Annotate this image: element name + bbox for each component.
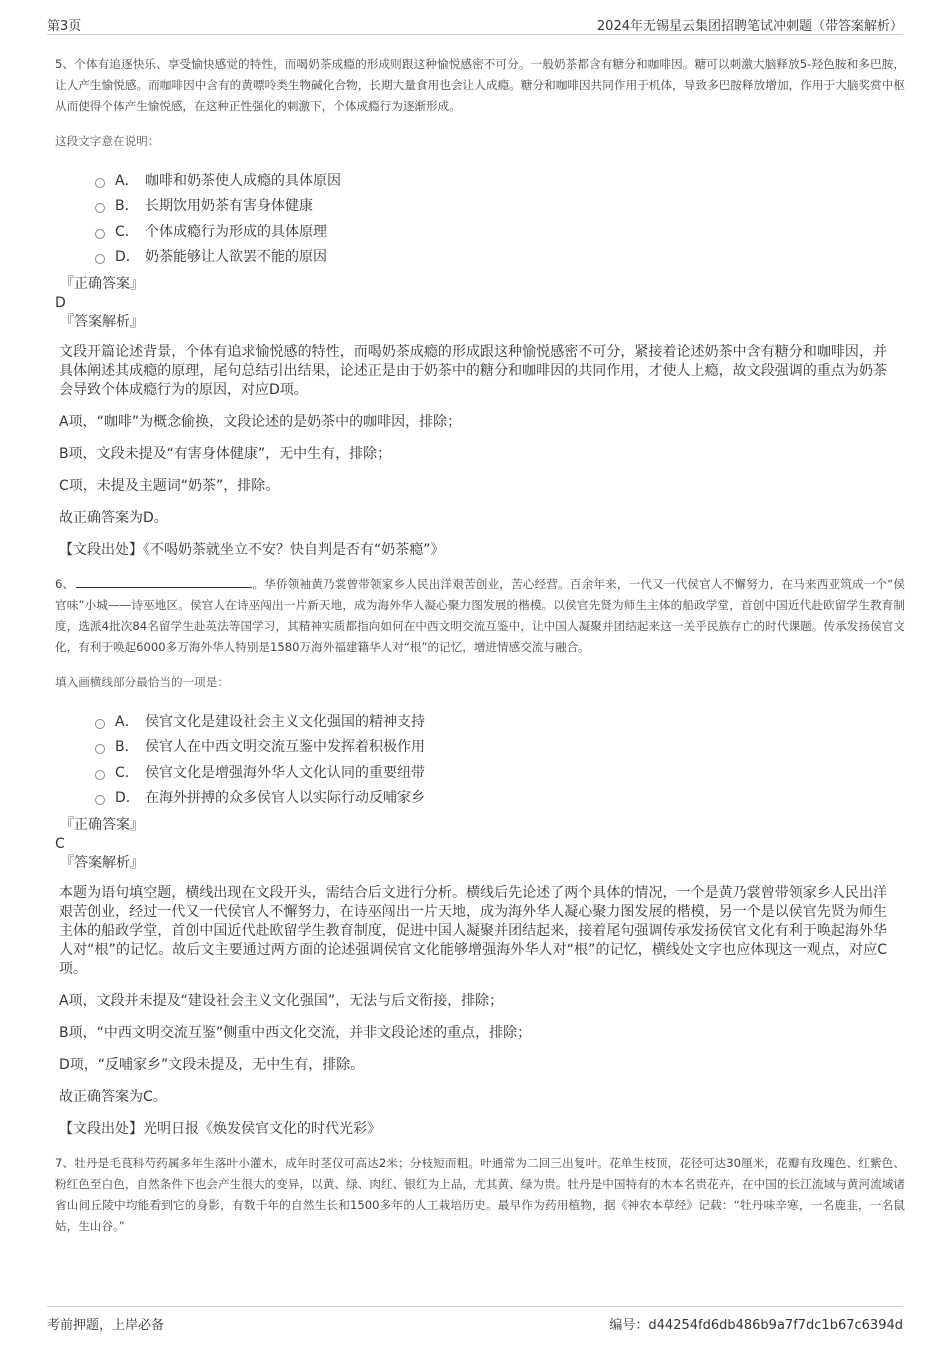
question-6 — [55, 574, 905, 1139]
q6-analysis-main: 本题为语句填空题，横线出现在文段开头，需结合后文进行分析。横线后先论述了两个具体的情况，一个是黄乃裳曾带领家乡人民出洋艰苦创业，经过一代又一代侯官人不懈努力，在诗巫闯出一片天地，成为海外华人凝心聚力图发展的楷模，另一个是以侯官先贤为师生主体的船政学堂，首创中国近代赴欧留学生教育制度，促进中国人凝聚并团结起来，接着尾句强调传承发扬侯官文化有利于唤起海外华人对“根”的记忆。故后文主要通过两方面的论述强调侯官文化能够增强海外华人对“根”的记忆，横线处文字也应体现这一观点，对应C项。 — [59, 885, 887, 977]
q6-answer: C — [55, 836, 65, 852]
page-number: 第3页 — [47, 19, 82, 34]
q6-answer-label: 『正确答案』 — [60, 817, 144, 833]
radio-icon[interactable] — [95, 178, 105, 188]
radio-icon[interactable] — [95, 770, 105, 780]
q5-stem: 5、个体有追逐快乐、享受愉快感觉的特性，而喝奶茶成瘾的形成则跟这种愉悦感密不可分。一般奶茶都含有糖分和咖啡因。糖可以刺激大脑释放5-羟色胺和多巴胺，让人产生愉悦感。而咖啡因中含有的黄嘌呤类生物碱化合物，长期大量食用也会让人成瘾。糖分和咖啡因共同作用于机体，导致多巴胺释放增加，作用于大脑奖赏中枢从而使得个体产生愉悦感，在这种正性强化的刺激下，个体成瘾行为逐渐形成。 — [55, 57, 905, 113]
q5-conclusion: 故正确答案为D。 — [59, 510, 168, 526]
q6-option-c[interactable]: C． 侯官文化是增强海外华人文化认同的重要纽带 — [95, 759, 905, 785]
q5-options — [95, 167, 905, 269]
q6-analysis-b: B项，“中西文明交流互鉴”侧重中西文化交流，并非文段论述的重点，排除； — [59, 1025, 532, 1041]
q5-analysis-b: B项，文段未提及“有害身体健康”，无中生有，排除； — [59, 446, 392, 462]
radio-icon[interactable] — [95, 254, 105, 264]
footer-slogan: 考前押题，上岸必备 — [47, 1318, 165, 1333]
q5-answer: D — [55, 295, 66, 311]
q5-option-a[interactable]: A． 咖啡和奶茶使人成瘾的具体原因 — [95, 167, 905, 193]
q6-options — [95, 708, 905, 810]
q6-conclusion: 故正确答案为C。 — [59, 1089, 167, 1105]
q5-answer-label: 『正确答案』 — [60, 276, 144, 292]
page-footer — [47, 1306, 903, 1333]
radio-icon[interactable] — [95, 744, 105, 754]
q6-option-a[interactable]: A． 侯官文化是建设社会主义文化强国的精神支持 — [95, 708, 905, 734]
q6-option-d[interactable]: D． 在海外拼搏的众多侯官人以实际行动反哺家乡 — [95, 785, 905, 811]
q5-analysis-a: A项，“咖啡”为概念偷换，文段论述的是奶茶中的咖啡因，排除； — [59, 414, 462, 430]
q6-source: 【文段出处】光明日报《焕发侯官文化的时代光彩》 — [59, 1121, 381, 1137]
q5-analysis-main: 文段开篇论述背景，个体有追求愉悦感的特性，而喝奶茶成瘾的形成跟这种愉悦感密不可分，紧接着论述奶茶中含有糖分和咖啡因，并具体阐述其成瘾的原理，尾句总结引出结果，论述正是由于奶茶中的糖分和咖啡因的共同作用，才使人上瘾，故文段强调的重点为奶茶会导致个体成瘾行为的原因，对应D项。 — [59, 344, 887, 398]
q6-analysis-label: 『答案解析』 — [60, 855, 144, 871]
q5-option-b[interactable]: B． 长期饮用奶茶有害身体健康 — [95, 193, 905, 219]
q5-analysis-c: C项，未提及主题词“奶茶”，排除。 — [59, 478, 280, 494]
q5-option-d[interactable]: D． 奶茶能够让人欲罢不能的原因 — [95, 244, 905, 270]
q6-option-b[interactable]: B． 侯官人在中西文明交流互鉴中发挥着积极作用 — [95, 734, 905, 760]
page-content — [55, 54, 905, 1237]
page-header — [47, 12, 903, 35]
question-7 — [55, 1153, 905, 1237]
q5-source: 【文段出处】《不喝奶茶就坐立不安？快自判是否有“奶茶瘾”》 — [59, 542, 445, 558]
q6-analysis-a: A项，文段并未提及“建设社会主义文化强国”，无法与后文衔接，排除； — [59, 993, 504, 1009]
q5-option-c[interactable]: C． 个体成瘾行为形成的具体原理 — [95, 218, 905, 244]
q5-analysis-label: 『答案解析』 — [60, 314, 144, 330]
radio-icon[interactable] — [95, 719, 105, 729]
q7-stem: 7、牡丹是毛茛科芍药属多年生落叶小灌木，成年时茎仅可高达2米；分枝短而粗。叶通常为二回三出复叶。花单生枝顶，花径可达30厘米，花瓣有玫瑰色、红紫色、粉红色至白色，自然条件下也会产生很大的变异，以黄、绿、肉红、银红为上品，尤其黄、绿为贵。牡丹是中国特有的木本名贵花卉，在中国的长江流域与黄河流域诸省山间丘陵中均能看到它的身影，有数千年的自然生长和1500多年的人工栽培历史。最早作为药用植物，据《神农本草经》记载：“牡丹味辛寒，一名鹿韭，一名鼠姑，生山谷。” — [55, 1156, 905, 1233]
radio-icon[interactable] — [95, 203, 105, 213]
q5-prompt: 这段文字意在说明： — [55, 134, 160, 148]
fill-blank — [76, 575, 252, 588]
radio-icon[interactable] — [95, 795, 105, 805]
question-5 — [55, 54, 905, 560]
radio-icon[interactable] — [95, 229, 105, 239]
q6-analysis-d: D项，“反哺家乡”文段未提及，无中生有，排除。 — [59, 1057, 365, 1073]
footer-code: 编号：d44254fd6db486b9a7f7dc1b67c6394d — [609, 1318, 903, 1333]
q6-stem: 6、 。华侨领袖黄乃裳曾带领家乡人民出洋艰苦创业，苦心经营。百余年来，一代又一代侯官人不懈努力，在马来西亚筑成一个“侯官味”小城——诗巫地区。侯官人在诗巫闯出一片新天地，成为海外华人凝心聚力图发展的楷模。以侯官先贤为师生主体的船政学堂，首创中国近代赴欧留学生教育制度，选派4批次84名留学生赴英法等国学习，其精神实质都指向如何在中西文明交流互鉴中，让中国人凝聚并团结起来这一关乎民族存亡的时代课题。传承发扬侯官文化，有利于唤起6000多万海外华人特别是1580万海外福建籍华人对“根”的记忆，增进情感交流与融合。 — [55, 577, 905, 654]
q6-prompt: 填入画横线部分最恰当的一项是： — [55, 675, 229, 689]
document-title: 2024年无锡星云集团招聘笔试冲刺题（带答案解析） — [596, 19, 903, 34]
